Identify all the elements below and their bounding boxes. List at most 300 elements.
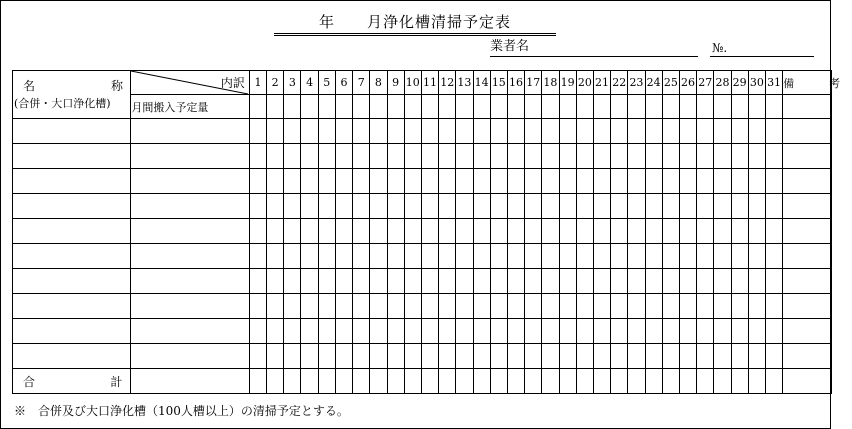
day-entry-cell[interactable] [559, 319, 576, 344]
day-entry-cell[interactable] [421, 194, 438, 219]
day-entry-cell[interactable] [370, 194, 387, 219]
day-entry-cell[interactable] [318, 169, 335, 194]
day-entry-cell[interactable] [404, 144, 421, 169]
day-entry-cell[interactable] [301, 269, 318, 294]
day-entry-cell[interactable] [249, 294, 266, 319]
facility-name-cell[interactable] [13, 269, 131, 294]
day-entry-cell[interactable] [679, 169, 696, 194]
day-entry-cell[interactable] [267, 344, 284, 369]
day-entry-cell[interactable] [714, 244, 731, 269]
day-entry-cell[interactable] [731, 194, 748, 219]
day-entry-cell[interactable] [576, 144, 593, 169]
plan-entry-cell[interactable] [645, 95, 662, 119]
day-entry-cell[interactable] [387, 294, 404, 319]
day-entry-cell[interactable] [542, 344, 559, 369]
plan-entry-cell[interactable] [473, 95, 490, 119]
total-entry-cell[interactable] [662, 369, 679, 394]
day-entry-cell[interactable] [387, 269, 404, 294]
plan-amount-cell[interactable] [131, 269, 249, 294]
plan-entry-cell[interactable] [507, 95, 524, 119]
day-entry-cell[interactable] [662, 219, 679, 244]
total-entry-cell[interactable] [318, 369, 335, 394]
total-entry-cell[interactable] [559, 369, 576, 394]
day-entry-cell[interactable] [335, 144, 352, 169]
day-entry-cell[interactable] [490, 194, 507, 219]
day-entry-cell[interactable] [370, 294, 387, 319]
day-entry-cell[interactable] [267, 319, 284, 344]
day-entry-cell[interactable] [318, 269, 335, 294]
plan-entry-cell[interactable] [404, 95, 421, 119]
day-entry-cell[interactable] [714, 269, 731, 294]
total-entry-cell[interactable] [387, 369, 404, 394]
day-entry-cell[interactable] [439, 119, 456, 144]
day-entry-cell[interactable] [507, 244, 524, 269]
day-entry-cell[interactable] [456, 244, 473, 269]
total-entry-cell[interactable] [593, 369, 610, 394]
plan-entry-cell[interactable] [679, 95, 696, 119]
day-entry-cell[interactable] [335, 319, 352, 344]
day-entry-cell[interactable] [611, 319, 628, 344]
total-entry-cell[interactable] [679, 369, 696, 394]
day-entry-cell[interactable] [335, 119, 352, 144]
day-entry-cell[interactable] [507, 344, 524, 369]
day-entry-cell[interactable] [267, 119, 284, 144]
day-entry-cell[interactable] [576, 244, 593, 269]
remarks-cell[interactable] [783, 269, 832, 294]
plan-amount-cell[interactable] [131, 294, 249, 319]
plan-amount-cell[interactable] [131, 194, 249, 219]
day-entry-cell[interactable] [662, 244, 679, 269]
total-entry-cell[interactable] [301, 369, 318, 394]
day-entry-cell[interactable] [507, 219, 524, 244]
day-entry-cell[interactable] [249, 144, 266, 169]
day-entry-cell[interactable] [679, 219, 696, 244]
day-entry-cell[interactable] [559, 219, 576, 244]
plan-entry-cell[interactable] [783, 95, 832, 119]
plan-amount-cell[interactable] [131, 344, 249, 369]
day-entry-cell[interactable] [301, 319, 318, 344]
day-entry-cell[interactable] [662, 169, 679, 194]
day-entry-cell[interactable] [542, 319, 559, 344]
total-entry-cell[interactable] [353, 369, 370, 394]
day-entry-cell[interactable] [525, 119, 542, 144]
day-entry-cell[interactable] [525, 194, 542, 219]
remarks-cell[interactable] [783, 119, 832, 144]
total-entry-cell[interactable] [714, 369, 731, 394]
day-entry-cell[interactable] [559, 269, 576, 294]
day-entry-cell[interactable] [662, 269, 679, 294]
plan-entry-cell[interactable] [249, 95, 266, 119]
plan-entry-cell[interactable] [731, 95, 748, 119]
plan-entry-cell[interactable] [421, 95, 438, 119]
day-entry-cell[interactable] [456, 219, 473, 244]
day-entry-cell[interactable] [439, 219, 456, 244]
day-entry-cell[interactable] [593, 269, 610, 294]
day-entry-cell[interactable] [525, 294, 542, 319]
day-entry-cell[interactable] [507, 144, 524, 169]
day-entry-cell[interactable] [714, 319, 731, 344]
day-entry-cell[interactable] [249, 119, 266, 144]
plan-amount-cell[interactable] [131, 169, 249, 194]
day-entry-cell[interactable] [456, 344, 473, 369]
facility-name-cell[interactable] [13, 169, 131, 194]
day-entry-cell[interactable] [335, 219, 352, 244]
day-entry-cell[interactable] [335, 194, 352, 219]
remarks-cell[interactable] [783, 219, 832, 244]
day-entry-cell[interactable] [439, 194, 456, 219]
day-entry-cell[interactable] [456, 294, 473, 319]
day-entry-cell[interactable] [679, 119, 696, 144]
day-entry-cell[interactable] [645, 219, 662, 244]
day-entry-cell[interactable] [645, 194, 662, 219]
day-entry-cell[interactable] [662, 344, 679, 369]
total-entry-cell[interactable] [131, 369, 249, 394]
day-entry-cell[interactable] [387, 169, 404, 194]
day-entry-cell[interactable] [748, 319, 765, 344]
day-entry-cell[interactable] [697, 169, 714, 194]
plan-entry-cell[interactable] [662, 95, 679, 119]
total-entry-cell[interactable] [748, 369, 765, 394]
day-entry-cell[interactable] [456, 144, 473, 169]
day-entry-cell[interactable] [507, 119, 524, 144]
day-entry-cell[interactable] [301, 244, 318, 269]
day-entry-cell[interactable] [473, 169, 490, 194]
day-entry-cell[interactable] [370, 219, 387, 244]
day-entry-cell[interactable] [765, 294, 782, 319]
day-entry-cell[interactable] [714, 119, 731, 144]
day-entry-cell[interactable] [593, 194, 610, 219]
day-entry-cell[interactable] [628, 319, 645, 344]
day-entry-cell[interactable] [628, 269, 645, 294]
day-entry-cell[interactable] [542, 194, 559, 219]
day-entry-cell[interactable] [507, 294, 524, 319]
day-entry-cell[interactable] [490, 319, 507, 344]
day-entry-cell[interactable] [611, 194, 628, 219]
remarks-cell[interactable] [783, 169, 832, 194]
day-entry-cell[interactable] [456, 194, 473, 219]
plan-entry-cell[interactable] [335, 95, 352, 119]
day-entry-cell[interactable] [267, 194, 284, 219]
day-entry-cell[interactable] [507, 319, 524, 344]
day-entry-cell[interactable] [593, 244, 610, 269]
day-entry-cell[interactable] [593, 344, 610, 369]
day-entry-cell[interactable] [421, 269, 438, 294]
plan-entry-cell[interactable] [576, 95, 593, 119]
day-entry-cell[interactable] [370, 269, 387, 294]
total-entry-cell[interactable] [439, 369, 456, 394]
day-entry-cell[interactable] [628, 344, 645, 369]
plan-entry-cell[interactable] [284, 95, 301, 119]
day-entry-cell[interactable] [525, 244, 542, 269]
day-entry-cell[interactable] [473, 194, 490, 219]
day-entry-cell[interactable] [284, 269, 301, 294]
day-entry-cell[interactable] [473, 244, 490, 269]
day-entry-cell[interactable] [628, 219, 645, 244]
day-entry-cell[interactable] [301, 194, 318, 219]
total-entry-cell[interactable] [267, 369, 284, 394]
day-entry-cell[interactable] [318, 294, 335, 319]
day-entry-cell[interactable] [731, 319, 748, 344]
day-entry-cell[interactable] [335, 294, 352, 319]
day-entry-cell[interactable] [645, 119, 662, 144]
day-entry-cell[interactable] [301, 119, 318, 144]
day-entry-cell[interactable] [318, 144, 335, 169]
day-entry-cell[interactable] [714, 169, 731, 194]
day-entry-cell[interactable] [576, 169, 593, 194]
day-entry-cell[interactable] [559, 294, 576, 319]
total-entry-cell[interactable] [783, 369, 832, 394]
day-entry-cell[interactable] [748, 244, 765, 269]
day-entry-cell[interactable] [353, 319, 370, 344]
day-entry-cell[interactable] [421, 169, 438, 194]
plan-entry-cell[interactable] [318, 95, 335, 119]
plan-amount-cell[interactable] [131, 119, 249, 144]
day-entry-cell[interactable] [748, 344, 765, 369]
day-entry-cell[interactable] [576, 344, 593, 369]
total-entry-cell[interactable] [611, 369, 628, 394]
vendor-name-field[interactable] [490, 56, 698, 57]
facility-name-cell[interactable] [13, 294, 131, 319]
day-entry-cell[interactable] [353, 169, 370, 194]
day-entry-cell[interactable] [679, 294, 696, 319]
day-entry-cell[interactable] [456, 119, 473, 144]
total-entry-cell[interactable] [645, 369, 662, 394]
day-entry-cell[interactable] [645, 244, 662, 269]
day-entry-cell[interactable] [370, 169, 387, 194]
remarks-cell[interactable] [783, 144, 832, 169]
day-entry-cell[interactable] [679, 269, 696, 294]
day-entry-cell[interactable] [628, 244, 645, 269]
day-entry-cell[interactable] [679, 194, 696, 219]
day-entry-cell[interactable] [593, 144, 610, 169]
day-entry-cell[interactable] [404, 169, 421, 194]
day-entry-cell[interactable] [404, 319, 421, 344]
day-entry-cell[interactable] [662, 119, 679, 144]
plan-entry-cell[interactable] [628, 95, 645, 119]
day-entry-cell[interactable] [765, 144, 782, 169]
day-entry-cell[interactable] [404, 344, 421, 369]
day-entry-cell[interactable] [662, 319, 679, 344]
day-entry-cell[interactable] [284, 194, 301, 219]
day-entry-cell[interactable] [525, 269, 542, 294]
day-entry-cell[interactable] [748, 294, 765, 319]
day-entry-cell[interactable] [507, 269, 524, 294]
day-entry-cell[interactable] [267, 169, 284, 194]
total-entry-cell[interactable] [421, 369, 438, 394]
day-entry-cell[interactable] [284, 319, 301, 344]
day-entry-cell[interactable] [267, 244, 284, 269]
day-entry-cell[interactable] [353, 294, 370, 319]
day-entry-cell[interactable] [611, 269, 628, 294]
day-entry-cell[interactable] [576, 319, 593, 344]
plan-entry-cell[interactable] [387, 95, 404, 119]
day-entry-cell[interactable] [387, 194, 404, 219]
day-entry-cell[interactable] [662, 144, 679, 169]
total-entry-cell[interactable] [628, 369, 645, 394]
day-entry-cell[interactable] [456, 319, 473, 344]
day-entry-cell[interactable] [318, 344, 335, 369]
day-entry-cell[interactable] [542, 119, 559, 144]
plan-entry-cell[interactable] [542, 95, 559, 119]
day-entry-cell[interactable] [284, 244, 301, 269]
plan-entry-cell[interactable] [697, 95, 714, 119]
day-entry-cell[interactable] [490, 244, 507, 269]
plan-entry-cell[interactable] [353, 95, 370, 119]
plan-entry-cell[interactable] [267, 95, 284, 119]
facility-name-cell[interactable] [13, 119, 131, 144]
day-entry-cell[interactable] [714, 219, 731, 244]
day-entry-cell[interactable] [404, 194, 421, 219]
day-entry-cell[interactable] [542, 244, 559, 269]
day-entry-cell[interactable] [765, 219, 782, 244]
total-entry-cell[interactable] [697, 369, 714, 394]
day-entry-cell[interactable] [765, 344, 782, 369]
day-entry-cell[interactable] [370, 344, 387, 369]
day-entry-cell[interactable] [679, 344, 696, 369]
day-entry-cell[interactable] [748, 144, 765, 169]
day-entry-cell[interactable] [387, 144, 404, 169]
day-entry-cell[interactable] [490, 344, 507, 369]
day-entry-cell[interactable] [697, 244, 714, 269]
day-entry-cell[interactable] [645, 169, 662, 194]
plan-entry-cell[interactable] [370, 95, 387, 119]
day-entry-cell[interactable] [662, 194, 679, 219]
day-entry-cell[interactable] [318, 194, 335, 219]
remarks-cell[interactable] [783, 294, 832, 319]
day-entry-cell[interactable] [714, 194, 731, 219]
total-entry-cell[interactable] [473, 369, 490, 394]
facility-name-cell[interactable] [13, 344, 131, 369]
day-entry-cell[interactable] [593, 119, 610, 144]
day-entry-cell[interactable] [697, 344, 714, 369]
day-entry-cell[interactable] [301, 344, 318, 369]
day-entry-cell[interactable] [387, 319, 404, 344]
day-entry-cell[interactable] [439, 269, 456, 294]
day-entry-cell[interactable] [439, 169, 456, 194]
facility-name-cell[interactable] [13, 319, 131, 344]
day-entry-cell[interactable] [542, 269, 559, 294]
day-entry-cell[interactable] [714, 344, 731, 369]
day-entry-cell[interactable] [456, 169, 473, 194]
day-entry-cell[interactable] [249, 219, 266, 244]
day-entry-cell[interactable] [318, 244, 335, 269]
plan-entry-cell[interactable] [593, 95, 610, 119]
day-entry-cell[interactable] [490, 269, 507, 294]
total-entry-cell[interactable] [576, 369, 593, 394]
day-entry-cell[interactable] [473, 219, 490, 244]
day-entry-cell[interactable] [559, 119, 576, 144]
day-entry-cell[interactable] [473, 119, 490, 144]
day-entry-cell[interactable] [697, 194, 714, 219]
day-entry-cell[interactable] [645, 269, 662, 294]
day-entry-cell[interactable] [335, 344, 352, 369]
day-entry-cell[interactable] [301, 219, 318, 244]
day-entry-cell[interactable] [439, 244, 456, 269]
day-entry-cell[interactable] [456, 269, 473, 294]
day-entry-cell[interactable] [490, 219, 507, 244]
total-entry-cell[interactable] [249, 369, 266, 394]
total-entry-cell[interactable] [335, 369, 352, 394]
day-entry-cell[interactable] [525, 219, 542, 244]
day-entry-cell[interactable] [697, 319, 714, 344]
day-entry-cell[interactable] [284, 294, 301, 319]
plan-entry-cell[interactable] [765, 95, 782, 119]
day-entry-cell[interactable] [404, 294, 421, 319]
day-entry-cell[interactable] [284, 169, 301, 194]
day-entry-cell[interactable] [507, 194, 524, 219]
day-entry-cell[interactable] [353, 219, 370, 244]
day-entry-cell[interactable] [542, 169, 559, 194]
plan-entry-cell[interactable] [525, 95, 542, 119]
day-entry-cell[interactable] [353, 144, 370, 169]
day-entry-cell[interactable] [559, 344, 576, 369]
plan-amount-cell[interactable] [131, 219, 249, 244]
total-entry-cell[interactable] [490, 369, 507, 394]
day-entry-cell[interactable] [370, 119, 387, 144]
day-entry-cell[interactable] [765, 169, 782, 194]
plan-entry-cell[interactable] [559, 95, 576, 119]
facility-name-cell[interactable] [13, 244, 131, 269]
day-entry-cell[interactable] [490, 119, 507, 144]
day-entry-cell[interactable] [765, 244, 782, 269]
day-entry-cell[interactable] [559, 244, 576, 269]
plan-entry-cell[interactable] [439, 95, 456, 119]
day-entry-cell[interactable] [576, 119, 593, 144]
day-entry-cell[interactable] [439, 344, 456, 369]
day-entry-cell[interactable] [697, 294, 714, 319]
facility-name-cell[interactable] [13, 144, 131, 169]
day-entry-cell[interactable] [611, 244, 628, 269]
day-entry-cell[interactable] [301, 144, 318, 169]
day-entry-cell[interactable] [267, 144, 284, 169]
day-entry-cell[interactable] [542, 294, 559, 319]
day-entry-cell[interactable] [765, 194, 782, 219]
remarks-cell[interactable] [783, 244, 832, 269]
day-entry-cell[interactable] [628, 169, 645, 194]
day-entry-cell[interactable] [662, 294, 679, 319]
day-entry-cell[interactable] [421, 219, 438, 244]
day-entry-cell[interactable] [439, 144, 456, 169]
day-entry-cell[interactable] [353, 269, 370, 294]
day-entry-cell[interactable] [404, 244, 421, 269]
day-entry-cell[interactable] [645, 294, 662, 319]
day-entry-cell[interactable] [679, 244, 696, 269]
day-entry-cell[interactable] [353, 344, 370, 369]
day-entry-cell[interactable] [301, 169, 318, 194]
day-entry-cell[interactable] [473, 319, 490, 344]
facility-name-cell[interactable] [13, 219, 131, 244]
day-entry-cell[interactable] [370, 319, 387, 344]
day-entry-cell[interactable] [301, 294, 318, 319]
day-entry-cell[interactable] [318, 319, 335, 344]
remarks-cell[interactable] [783, 194, 832, 219]
day-entry-cell[interactable] [525, 169, 542, 194]
day-entry-cell[interactable] [731, 244, 748, 269]
day-entry-cell[interactable] [318, 219, 335, 244]
plan-entry-cell[interactable] [714, 95, 731, 119]
day-entry-cell[interactable] [731, 169, 748, 194]
facility-name-cell[interactable] [13, 194, 131, 219]
day-entry-cell[interactable] [611, 344, 628, 369]
day-entry-cell[interactable] [421, 244, 438, 269]
day-entry-cell[interactable] [387, 344, 404, 369]
total-entry-cell[interactable] [765, 369, 782, 394]
day-entry-cell[interactable] [645, 344, 662, 369]
day-entry-cell[interactable] [714, 144, 731, 169]
day-entry-cell[interactable] [576, 219, 593, 244]
day-entry-cell[interactable] [335, 244, 352, 269]
day-entry-cell[interactable] [404, 269, 421, 294]
